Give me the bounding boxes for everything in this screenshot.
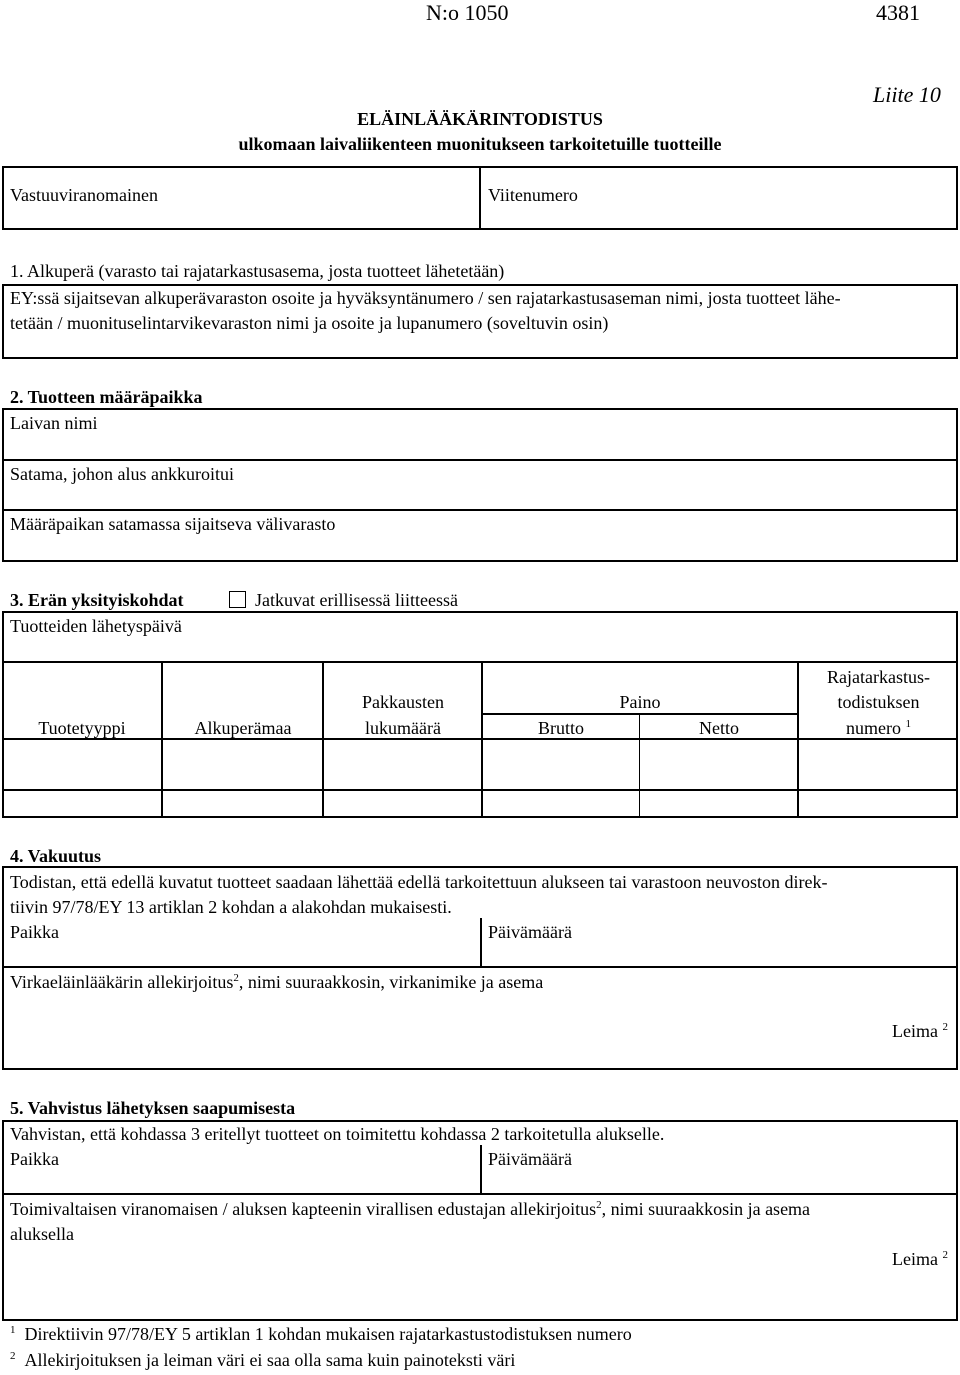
footnote-ref-2b: 2	[942, 1021, 948, 1033]
section4-place-label: Paikka	[10, 922, 59, 942]
section3-heading: 3. Erän yksityiskohdat	[10, 590, 184, 610]
section5-place-date-divider	[480, 1145, 482, 1195]
col-net: Netto	[699, 718, 739, 738]
section1-text-line2: tetään / muonituselintarvikevaraston nimi ja osoite ja lupanumero (soveltuvin osin)	[10, 313, 609, 333]
footnote-1-mark: 1	[10, 1324, 16, 1336]
section4-place-date-divider	[480, 918, 482, 968]
section3-row-divider	[2, 789, 958, 791]
col-divider-3	[481, 661, 483, 818]
section4-signature-label-a: Virkaeläinlääkärin allekirjoitus	[10, 972, 234, 992]
section4-signature-label-b: , nimi suuraakkosin, virkanimike ja asema	[238, 972, 544, 992]
col-border-line3	[799, 719, 958, 737]
section5-stamp-text: Leima	[892, 1249, 938, 1269]
footnote-1-text: Direktiivin 97/78/EY 5 artiklan 1 kohdan mukaisen rajatarkastustodistuksen numero	[24, 1324, 632, 1344]
footnote-ref-1: 1	[905, 718, 911, 730]
authority-reference-divider	[479, 166, 481, 230]
footnote-1	[10, 1325, 632, 1343]
col-divider-4	[639, 713, 640, 818]
section5-signature-label-a: Toimivaltaisen viranomaisen / aluksen kapteenin virallisen edustajan allekirjoitus	[10, 1199, 597, 1219]
col-origin-country: Alkuperämaa	[194, 718, 292, 738]
section2-divider-2	[2, 509, 958, 511]
section4-date-label: Päivämäärä	[488, 922, 572, 942]
footnote-2-text: Allekirjoituksen ja leiman väri ei saa olla sama kuin painoteksti väri	[24, 1350, 516, 1370]
col-product-type: Tuotetyyppi	[38, 718, 126, 738]
col-border-line2: todistuksen	[837, 692, 920, 712]
section5-stamp-label	[892, 1250, 948, 1268]
issue-number: N:o 1050	[426, 0, 509, 25]
section3-table-header-bottom	[2, 738, 958, 740]
certificate-title: ELÄINLÄÄKÄRINTODISTUS	[357, 109, 603, 129]
footnote-2-mark: 2	[10, 1350, 16, 1362]
page-number: 4381	[876, 0, 920, 25]
section5-date-label: Päivämäärä	[488, 1149, 572, 1169]
annex-label: Liite 10	[873, 82, 941, 107]
section4-signature-divider	[2, 966, 958, 968]
section3-box	[2, 611, 958, 818]
col-weight: Paino	[619, 692, 661, 712]
section5-heading: 5. Vahvistus lähetyksen saapumisesta	[10, 1098, 296, 1118]
intermediate-warehouse-label: Määräpaikan satamassa sijaitseva välivarasto	[10, 514, 336, 534]
port-label: Satama, johon alus ankkuroitui	[10, 464, 234, 484]
continuation-checkbox[interactable]	[229, 591, 246, 608]
col-divider-1	[161, 661, 163, 818]
section5-text: Vahvistan, että kohdassa 3 eritellyt tuotteet on toimitettu kohdassa 2 tarkoitetulla alukselle.	[10, 1124, 665, 1144]
section5-signature-label	[10, 1200, 810, 1218]
dispatch-date-label: Tuotteiden lähetyspäivä	[10, 616, 182, 636]
col-border-line3-text: numero	[846, 718, 901, 738]
footnote-ref-2d: 2	[942, 1249, 948, 1261]
col-packages-line2: lukumäärä	[365, 718, 441, 738]
section4-stamp-text: Leima	[892, 1021, 938, 1041]
authority-label: Vastuuviranomainen	[10, 185, 158, 205]
section5-place-label: Paikka	[10, 1149, 59, 1169]
section4-signature-label	[10, 973, 543, 991]
footnote-2	[10, 1351, 515, 1369]
section1-heading: 1. Alkuperä (varasto tai rajatarkastusasema, josta tuotteet lähetetään)	[10, 261, 505, 281]
reference-number-label: Viitenumero	[488, 185, 578, 205]
section5-signature-label-b: , nimi suuraakkosin ja asema	[601, 1199, 811, 1219]
section3-table-top	[2, 661, 958, 663]
section1-text-line1: EY:ssä sijaitsevan alkuperävaraston osoite ja hyväksyntänumero / sen rajatarkastusaseman nimi, josta tuotteet lähe-	[10, 288, 841, 308]
section4-stamp-label	[892, 1022, 948, 1040]
section5-signature-label-c: aluksella	[10, 1224, 74, 1244]
ship-name-label: Laivan nimi	[10, 413, 98, 433]
section2-heading: 2. Tuotteen määräpaikka	[10, 387, 203, 407]
section4-text-line2: tiivin 97/78/EY 13 artiklan 2 kohdan a alakohdan mukaisesti.	[10, 897, 452, 917]
section4-heading: 4. Vakuutus	[10, 846, 102, 866]
footnote-ref-2c: 2	[596, 1199, 602, 1211]
certificate-subtitle: ulkomaan laivaliikenteen muonitukseen tarkoitetuille tuotteille	[238, 134, 722, 154]
section5-signature-divider	[2, 1193, 958, 1195]
continuation-label: Jatkuvat erillisessä liitteessä	[255, 590, 458, 610]
col-packages-line1: Pakkausten	[362, 692, 444, 712]
col-gross: Brutto	[537, 718, 584, 738]
section4-text-line1: Todistan, että edellä kuvatut tuotteet saadaan lähettää edellä tarkoitettuun alukseen tai varastoon neuvoston direk-	[10, 872, 828, 892]
col-border-line1: Rajatarkastus-	[827, 667, 930, 687]
section2-box	[2, 408, 958, 562]
footnote-ref-2a: 2	[233, 972, 239, 984]
section2-divider-1	[2, 459, 958, 461]
col-divider-2	[322, 661, 324, 818]
